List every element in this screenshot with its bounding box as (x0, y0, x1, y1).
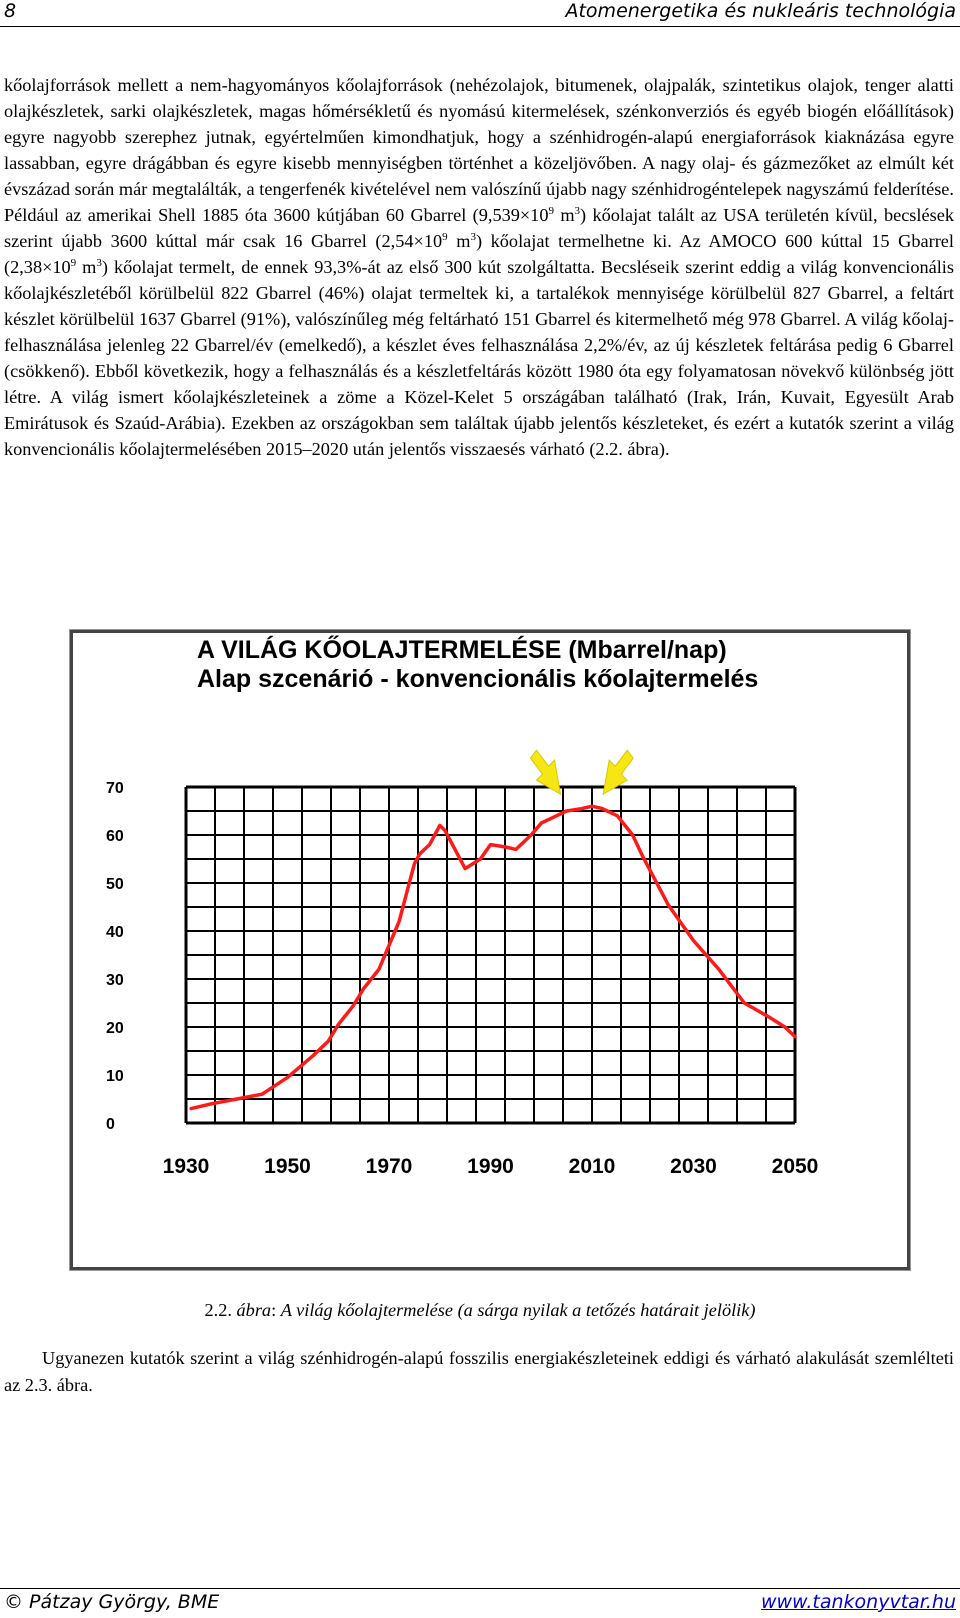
series-line-production (191, 806, 795, 1108)
y-tick-label: 60 (106, 828, 124, 845)
caption-text: A világ kőolajtermelése (a sárga nyilak a tetőzés határait jelölik) (280, 1300, 756, 1320)
oil-production-figure (70, 630, 910, 1270)
y-tick-label: 30 (106, 972, 124, 989)
superscript: 3 (574, 204, 581, 217)
superscript: 3 (96, 256, 102, 269)
x-tick-label: 1990 (467, 1155, 514, 1178)
x-tick-label: 2010 (568, 1155, 616, 1178)
figure-caption (0, 1300, 960, 1321)
superscript: 9 (442, 230, 448, 243)
text-run: kőolajforrások mellett a nem-hagyományos kőolajforrások (nehézolajok, bitumenek, olajpalák, szintetikus olajok, tenger alatti olajkészletek, sarki olajkészletek, magas hőmérsékletű és nyomású kitermelések, szénkonverziós és egyéb biogén előállítások) egyre nagyobb szerephez jutnak, egyértelműen kimondhatjuk, hogy a szénhidrogén-alapú energiaforrások kiaknázása egyre lassabban, egyre drágábban és egyre kisebb mennyiségben történhet a közeljövőben. A nagy olaj- és gázmezőket az elmúlt két évszázad során már megtalálták, a tengerfenék kivételével nem valószínű újabb nagy szénhidrogéntelepek nagyszámú felderítése. Például az amerikai Shell 1885 óta 3600 kútjában 60 Gbarrel (9,539×10 (4, 75, 954, 225)
chart-title: A VILÁG KŐOLAJTERMELÉSE (Mbarrel/nap) (197, 636, 727, 664)
y-tick-label: 40 (106, 924, 124, 941)
y-tick-label: 70 (106, 780, 124, 797)
footer-author: © Pátzay György, BME (4, 1591, 220, 1613)
text-run: m (447, 231, 471, 251)
text-run: m (553, 205, 575, 225)
superscript: 9 (548, 204, 554, 217)
oil-production-chart (73, 633, 907, 1267)
page-number: 8 (4, 0, 17, 22)
x-tick-label: 2030 (670, 1155, 717, 1178)
superscript: 9 (70, 256, 77, 269)
y-tick-label: 10 (106, 1068, 124, 1085)
chart-subtitle: Alap szcenárió - konvencionális kőolajtermelés (197, 665, 759, 693)
superscript: 3 (470, 230, 476, 243)
y-tick-label: 20 (106, 1020, 124, 1037)
page-footer (0, 1588, 960, 1618)
text-run: ) kőolajat talált az USA területén kívül, becslések szerint újabb 3600 kúttal már csak 16 Gbarrel (2,54×10 (4, 205, 954, 251)
x-tick-label: 2050 (771, 1155, 819, 1178)
running-title: Atomenergetika és nukleáris technológia (565, 0, 956, 22)
body-paragraph-2: Ugyanezen kutatók szerint a világ szénhidrogén-alapú fosszilis energiakészleteinek eddigi és várható alakulását szemlélteti az 2.3. ábra. (4, 1348, 954, 1395)
text-run: m (76, 257, 97, 277)
chart-grid (186, 787, 795, 1123)
body-paragraph (4, 72, 954, 462)
x-tick-label: 1950 (264, 1155, 311, 1178)
page-header (0, 0, 960, 27)
y-tick-label: 50 (106, 876, 124, 893)
footer-link[interactable]: www.tankonyvtar.hu (760, 1591, 956, 1613)
y-tick-label: 0 (106, 1116, 115, 1133)
text-run: ) kőolajat termelt, de ennek 93,3%-át az első 300 kút szolgáltatta. Becsléseik szerint eddig a világ konvencionális kőolajkészletéből körülbelül 822 Gbarrel (46%) olajat termeltek ki, a tartalékok mennyisége körülbelül 827 Gbarrel, a feltárt készlet körülbelül 1637 Gbarrel (91%), valószínűleg még feltárható 151 Gbarrel és kitermelhető még 978 Gbarrel. A világ kőolaj-felhasználása jelenleg 22 Gbarrel/év (emelkedő), a készlet éves felhasználása 2,2%/év, az új készletek feltárása pedig 6 Gbarrel (csökkenő). Ebből következik, hogy a felhasználás és a készletfeltárás között 1980 óta egy folyamatosan növekvő különbség jött létre. A világ ismert kőolajkészleteinek a zöme a Közel-Kelet 5 országában található (Irak, Irán, Kuvait, Egyesült Arab Emirátusok és Szaúd-Arábia). Ezekben az országokban sem találtak újabb jelentős készleteket, és ezért a kutatók szerint a világ konvencionális kőolajtermelésében 2015–2020 után jelentős visszaesés várható (2.2. ábra). (4, 257, 954, 459)
text-run: ) kőolajat termelhetne ki. Az AMOCO 600 kúttal 15 Gbarrel (2,38×10 (4, 231, 954, 277)
x-tick-label: 1930 (162, 1155, 210, 1178)
caption-label: 2.2. (204, 1300, 237, 1320)
caption-colon: : (271, 1300, 281, 1320)
caption-abra: ábra (236, 1300, 272, 1320)
x-tick-label: 1970 (365, 1155, 413, 1178)
x-axis (163, 1155, 819, 1178)
y-axis (106, 780, 124, 1133)
